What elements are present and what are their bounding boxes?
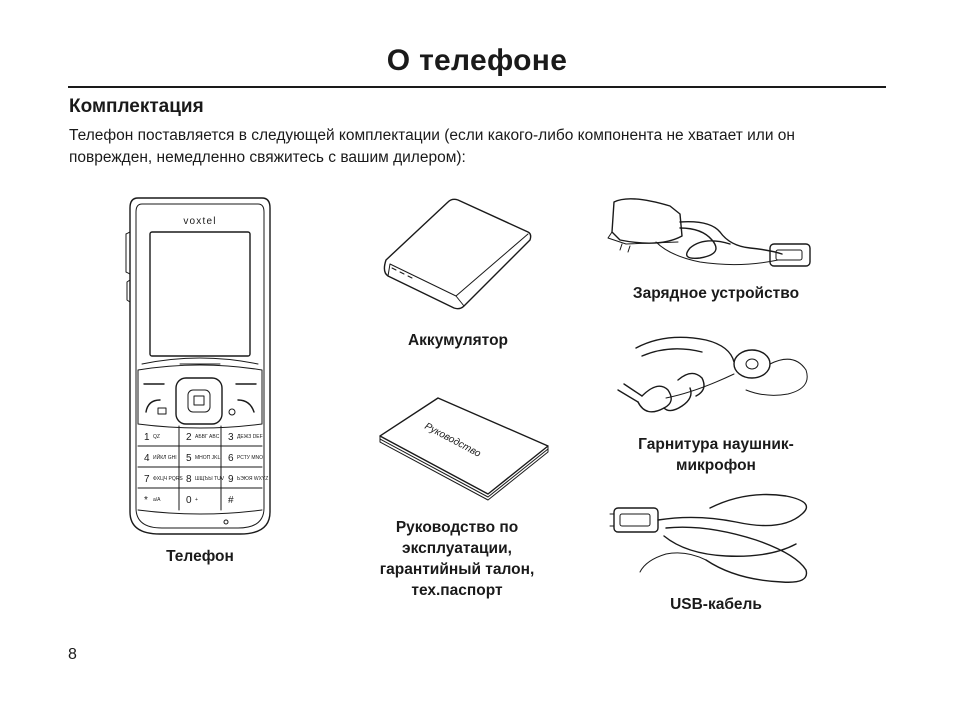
phone-caption: Телефон [166,548,234,565]
keypad-key-letters: + [195,497,198,503]
battery-icon [378,196,538,316]
keypad-key-letters: a/A [153,497,161,503]
manual-caption-line: Руководство по [395,519,519,536]
keypad-key-letters: ДЕЖЗ DEF [237,434,263,440]
headset-caption-line: Гарнитура наушник- [638,436,794,453]
keypad-key-digit: 7 [144,474,150,485]
title-divider [68,86,886,88]
headset-caption [600,434,832,476]
keypad-key-digit: 1 [144,432,150,443]
manual-caption-line: гарантийный талон, [379,561,535,578]
battery-caption: Аккумулятор [407,332,509,349]
keypad-key-letters: QZ [153,434,160,440]
charger-icon [600,192,822,282]
phone-icon [120,192,280,542]
intro-paragraph: Телефон поставляется в следующей комплектации (если какого-либо компонента не хватает или он поврежден, немедленно свяжитесь с вашим дилером): [69,127,795,166]
usb-cable-icon [606,484,820,592]
keypad-key-letters: ШЩЪЫ TUV [195,476,225,482]
keypad-key-digit: # [228,495,234,506]
keypad-key-digit: 6 [228,453,234,464]
keypad-key-digit: 3 [228,432,234,443]
keypad-key-letters: ФХЦЧ PQRS [153,476,183,482]
page-number: 8 [68,646,77,663]
usb-caption: USB-кабель [670,596,762,613]
manual-cover-title: Руководство [422,420,483,460]
keypad-key-digit: 4 [144,453,150,464]
keypad-key-digit: 8 [186,474,192,485]
brand-label: voxtel [183,216,217,227]
page-title: О телефоне [386,44,568,77]
section-heading: Комплектация [69,96,204,117]
keypad-key-digit: 0 [186,495,192,506]
manual-caption-line: эксплуатации, [402,540,512,557]
keypad-key-letters: МНОП JKL [195,455,221,461]
manual-caption-line: тех.паспорт [411,582,503,599]
keypad-key-digit: 9 [228,474,234,485]
keypad-key-digit: * [144,495,148,506]
keypad-key-letters: АБВГ ABC [195,434,220,440]
manual-caption [350,517,564,601]
keypad-key-letters: РСТУ MNO [237,455,264,461]
headset-caption-line: микрофон [676,457,756,474]
headset-icon [606,328,816,420]
keypad-key-letters: ЬЭЮЯ WXYZ [237,476,269,482]
charger-caption: Зарядное устройство [632,285,800,302]
keypad-key-digit: 2 [186,432,192,443]
keypad-key-letters: ИЙКЛ GHI [153,455,177,461]
keypad-key-digit: 5 [186,453,192,464]
manual-book-icon [376,394,552,504]
